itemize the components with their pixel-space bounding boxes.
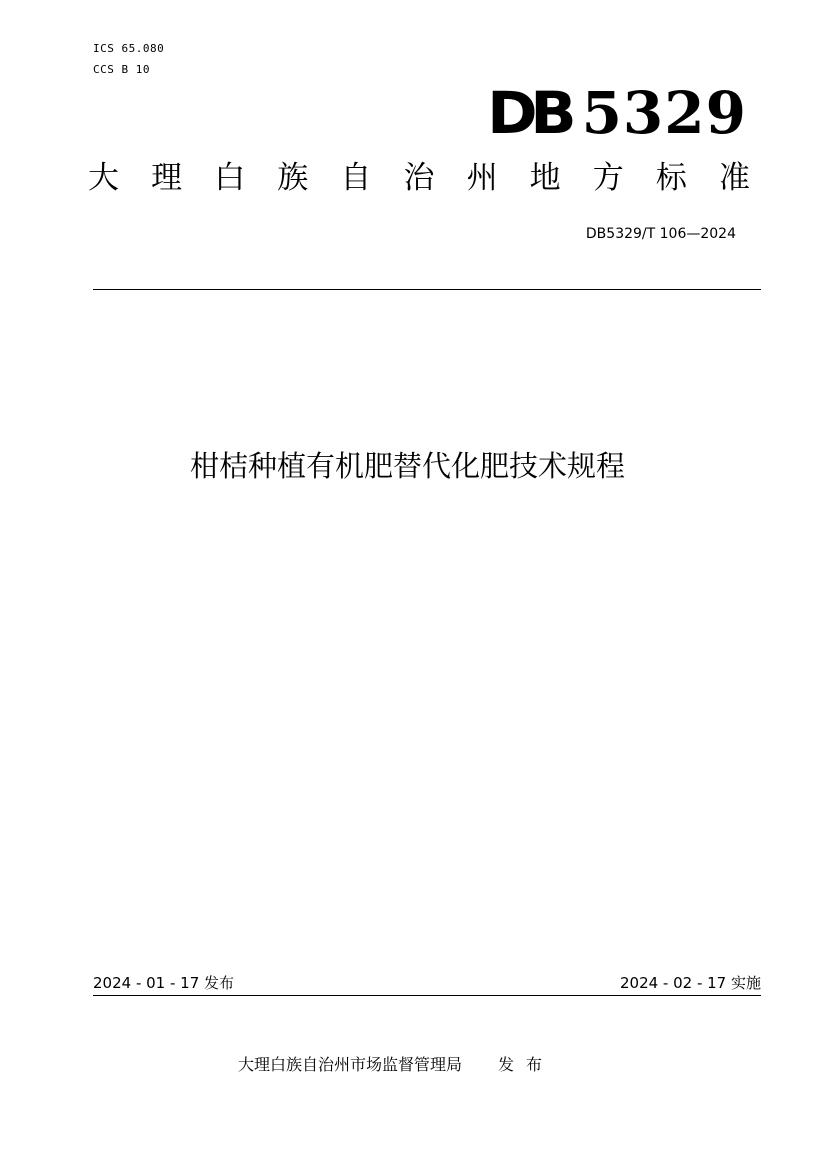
db-logo (487, 79, 747, 147)
implement-date: 2024 - 02 - 17 实施 (619, 974, 761, 992)
standard-name-char: 理 (151, 160, 183, 196)
standard-name-char: 州 (466, 160, 498, 196)
standard-name-char: 地 (529, 160, 561, 196)
ics-code: ICS 65.080 (93, 42, 165, 55)
date-row (93, 973, 761, 993)
db-logo-code: 5329 (581, 79, 747, 147)
standard-category-name (88, 156, 750, 200)
db-logo-letters: DB (487, 79, 570, 147)
standard-name-char: 准 (718, 160, 750, 196)
standard-name-char: 大 (88, 160, 119, 196)
standard-name-char: 白 (214, 160, 246, 196)
standard-name-char: 族 (277, 160, 309, 196)
bottom-divider (93, 995, 761, 996)
standard-number: DB5329/T 106—2024 (585, 226, 736, 242)
ccs-code: CCS B 10 (93, 63, 150, 76)
standard-name-char: 治 (403, 160, 435, 196)
issuer-suffix: 发布 (498, 1055, 555, 1074)
top-divider (93, 289, 761, 290)
standard-name-char: 方 (592, 160, 624, 196)
document-title: 柑桔种植有机肥替代化肥技术规程 (189, 449, 625, 483)
issue-date: 2024 - 01 - 17 发布 (93, 974, 235, 992)
standard-name-char: 标 (655, 160, 687, 196)
issuer-line (238, 1054, 554, 1076)
issuer-name: 大理白族自治州市场监督管理局 (238, 1055, 463, 1074)
standard-name-char: 自 (340, 160, 372, 196)
